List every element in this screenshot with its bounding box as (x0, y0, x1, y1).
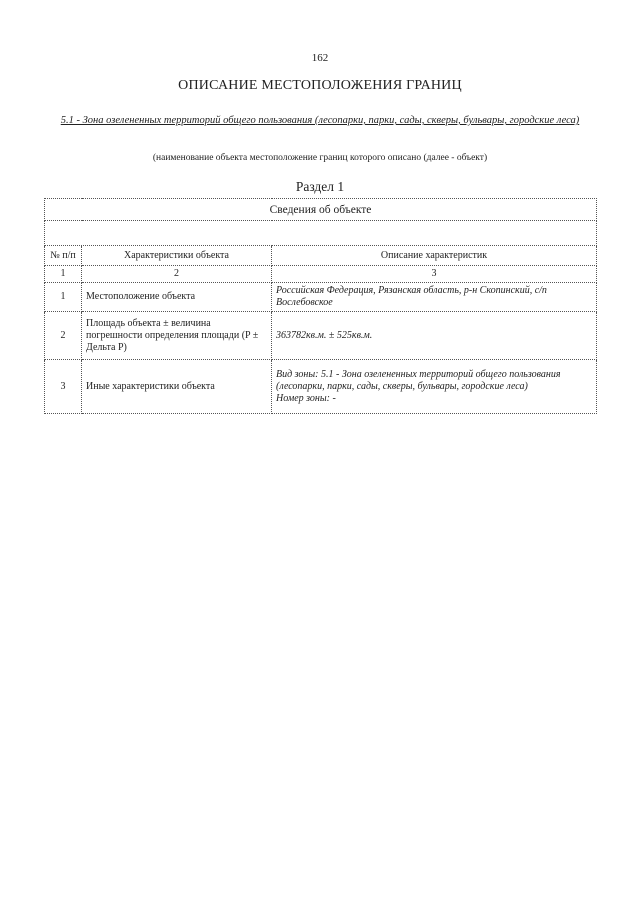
object-name: 5.1 - Зона озелененных территорий общего пользования (лесопарки, парки, сады, скверы, бульвары, городские леса) (60, 115, 580, 126)
table-spacer-row (45, 221, 597, 246)
row-description (272, 360, 597, 414)
row-num: 3 (45, 360, 82, 414)
page-number: 162 (311, 52, 329, 64)
table-row (45, 283, 597, 312)
table-header-row (45, 246, 597, 266)
section-title: Раздел 1 (295, 179, 345, 194)
row-description: Российская Федерация, Рязанская область, р-н Скопинский, с/п Вослебовское (272, 283, 597, 312)
header-description: Описание характеристик (272, 246, 597, 266)
object-name-caption: (наименование объекта местоположение границ которого описано (далее - объект) (152, 153, 488, 163)
column-number: 3 (272, 266, 597, 283)
table-title: Сведения об объекте (45, 199, 597, 221)
row-characteristic: Площадь объекта ± величина погрешности определения площади (P ± Дельта P) (82, 312, 272, 360)
table-row (45, 312, 597, 360)
table-title-row (45, 199, 597, 221)
header-num: № п/п (45, 246, 82, 266)
zone-type-text: Вид зоны: 5.1 - Зона озелененных территорий общего пользования (лесопарки, парки, сады, скверы, бульвары, городские леса) (276, 368, 561, 392)
row-num: 2 (45, 312, 82, 360)
header-characteristic: Характеристики объекта (82, 246, 272, 266)
row-description: 363782кв.м. ± 525кв.м. (272, 312, 597, 360)
column-number: 1 (45, 266, 82, 283)
column-number: 2 (82, 266, 272, 283)
table-spacer-cell (45, 221, 597, 246)
row-characteristic: Иные характеристики объекта (82, 360, 272, 414)
row-characteristic: Местоположение объекта (82, 283, 272, 312)
zone-number-text: Номер зоны: - (276, 392, 336, 404)
table-row (45, 360, 597, 414)
column-number-row (45, 266, 597, 283)
object-info-table (44, 198, 597, 414)
row-num: 1 (45, 283, 82, 312)
document-title: ОПИСАНИЕ МЕСТОПОЛОЖЕНИЯ ГРАНИЦ (178, 78, 462, 93)
